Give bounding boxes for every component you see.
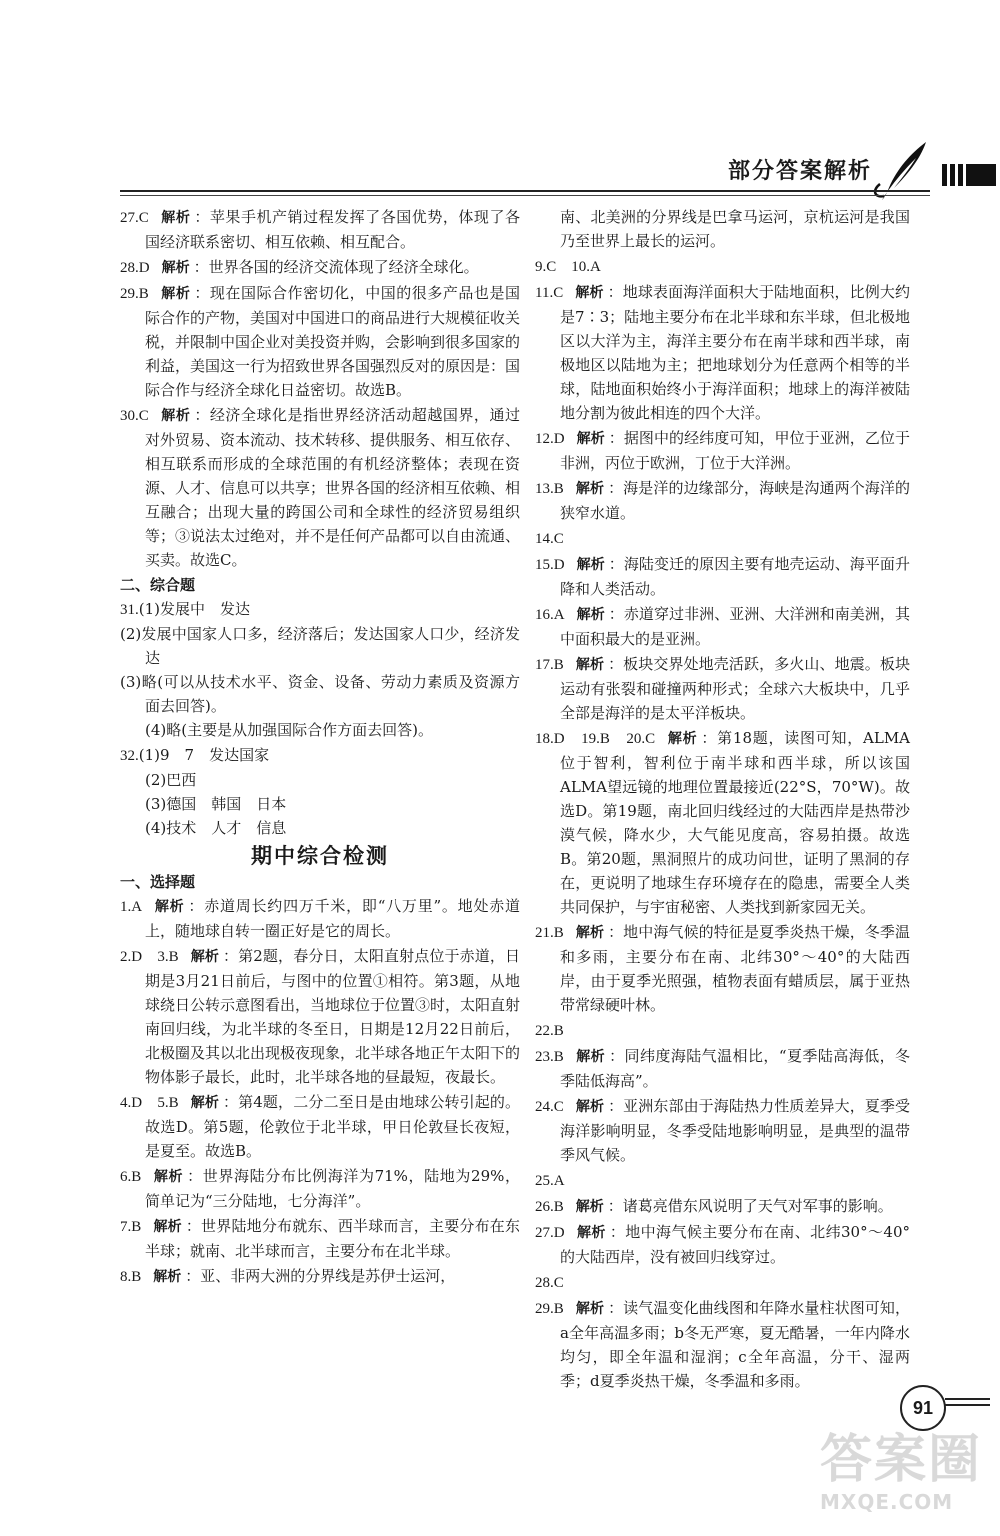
answer-item <box>535 726 910 919</box>
answer-line: (2)巴西 <box>145 771 197 789</box>
question-number: 16.A <box>535 607 565 623</box>
question-number: 17.B <box>535 657 564 673</box>
page-number-decoration <box>945 1398 990 1410</box>
answer-line: (3)略(可以从技术水平、资金、设备、劳动力素质及资源方面去回答)。 <box>120 673 520 715</box>
answer-text: ：苹果手机产销过程发挥了各国优势，体现了各国经济联系密切、相互依赖、相互配合。 <box>145 208 520 251</box>
answer-text: ：世界陆地分布就东、西半球而言，主要分布在东半球；就南、北半球而言，主要分布在北半球。 <box>145 1217 520 1260</box>
question-number: 26.B <box>535 1199 564 1215</box>
answer-line: (1)9 7 发达国家 <box>138 746 270 764</box>
analysis-label: 解析 <box>153 1169 184 1185</box>
question-number: 9.C 10.A <box>535 259 601 275</box>
answer-text: ：亚洲东部由于海陆热力性质差异大，夏季受海洋影响明显，冬季受陆地影响明显，是典型的温带季风气候。 <box>560 1097 910 1164</box>
header-tab-marks <box>942 164 1000 190</box>
answer-item <box>535 1220 910 1269</box>
question-31 <box>120 597 520 742</box>
page-number: 91 <box>900 1385 946 1431</box>
answer-text: ：经济全球化是指世界经济活动超越国界，通过对外贸易、资本流动、技术转移、提供服务、相互依存、相互联系而形成的全球范围的有机经济整体；表现在资源、人才、信息可以共享；世界各国的经济相互依赖、相互融合；出现大量的跨国公司和全球性的经济贸易组织等；③说法太过绝对，并不是任何产品都可以自由流通、买卖。故选C。 <box>145 406 521 569</box>
answer-text: ：海是洋的边缘部分，海峡是沟通两个海洋的狭窄水道。 <box>560 479 910 522</box>
section-title-choice: 一、选择题 <box>120 873 196 891</box>
analysis-label: 解析 <box>576 431 605 447</box>
analysis-label: 解析 <box>576 607 605 623</box>
answer-item <box>535 1168 910 1193</box>
answer-text: ：地球表面海洋面积大于陆地面积，比例大约是7∶3；陆地主要分布在北半球和东半球，但北极地区以大洋为主，海洋主要分布在南半球和西半球，南极地区以陆地为主；把地球划分为任意两个相等的半球，陆地面积始终小于海洋面积；地球上的海洋被陆地分割为彼此相连的四个大洋。 <box>560 283 910 422</box>
question-number: 1.A <box>120 899 143 915</box>
page-header <box>120 150 1000 190</box>
answer-item <box>535 1044 910 1093</box>
analysis-label: 解析 <box>575 925 605 941</box>
question-number: 28.C <box>535 1275 564 1291</box>
answer-item <box>535 426 910 475</box>
answer-item <box>535 205 910 253</box>
answer-item <box>120 205 520 254</box>
answer-item <box>120 403 520 572</box>
answer-item <box>120 1164 520 1213</box>
question-number: 18.D 19.B 20.C <box>535 731 656 747</box>
answer-text: ：第18题，读图可知，ALMA位于智利，智利位于南半球和西半球，所以该国ALMA望远镜的地理位置最接近(22°S，70°W)。故选D。第19题，南北回归线经过的大陆西岸是热带沙漠气候，降水少，大气能见度高，容易拍摄。故选B。第20题，黑洞照片的成功问世，证明了黑洞的存在，更说明了地球生存环境存在的隐患，需要全人类共同保护，与宇宙秘密、人类找到新家园无关。 <box>560 729 911 916</box>
answer-text: ：海陆变迁的原因主要有地壳运动、海平面升降和人类活动。 <box>560 555 911 598</box>
analysis-label: 解析 <box>575 1049 606 1065</box>
analysis-label: 解析 <box>160 408 191 424</box>
answer-text: ：读气温变化曲线图和年降水量柱状图可知，a全年高温多雨；b冬无严寒，夏无酷暑，一年内降水均匀，即全年温和湿润；c全年高温，分干、湿两季；d夏季炎热干燥，冬季温和多雨。 <box>560 1299 910 1390</box>
analysis-label: 解析 <box>153 1219 182 1235</box>
answer-text: ：赤道穿过非洲、亚洲、大洋洲和南美洲，其中面积最大的是亚洲。 <box>560 605 911 648</box>
question-number: 11.C <box>535 285 564 301</box>
answer-item <box>120 281 520 402</box>
analysis-label: 解析 <box>667 731 698 747</box>
header-rule-thin <box>120 195 930 196</box>
header-title: 部分答案解析 <box>727 159 872 184</box>
answer-text: ：第2题，春分日，太阳直射点位于赤道，日期是3月21日前后，与图中的位置①相符。第3题，从地球绕日公转示意图看出，当地球位于位置③时，太阳直射南回归线，为北半球的冬至日，日期是12月22日前后，北极圈及其以北出现极夜现象，北半球各地正午太阳下的物体影子最长，此时，北半球各地的昼最短，夜最长。 <box>145 947 521 1086</box>
answer-item <box>535 476 910 525</box>
answer-item <box>535 652 910 725</box>
analysis-label: 解析 <box>160 210 191 226</box>
answer-item <box>120 1090 520 1163</box>
watermark-logo: 答案圈 <box>820 1430 983 1490</box>
question-number: 23.B <box>535 1049 564 1065</box>
question-number: 28.D <box>120 260 150 276</box>
analysis-label: 解析 <box>575 657 605 673</box>
question-number: 21.B <box>535 925 564 941</box>
answer-item <box>535 1194 910 1219</box>
analysis-label: 解析 <box>576 557 605 573</box>
answer-text: ：世界海陆分布比例海洋为71%，陆地为29%，简单记为“三分陆地，七分海洋”。 <box>145 1167 521 1210</box>
right-column <box>535 205 910 1394</box>
answer-text: ：地中海气候的特征是夏季炎热干燥，冬季温和多雨，主要分布在南、北纬30°～40°的大陆西岸，由于夏季光照强，植物表面有蜡质层，属于亚热带常绿硬叶林。 <box>560 923 910 1014</box>
answer-item <box>535 526 910 551</box>
answer-text: ：板块交界处地壳活跃，多火山、地震。板块运动有张裂和碰撞两种形式；全球六大板块中，几乎全部是海洋的是太平洋板块。 <box>560 655 910 722</box>
answer-text: ：第4题，二分二至日是由地球公转引起的。故选D。第5题，伦敦位于北半球，甲日伦敦昼长夜短，是夏至。故选B。 <box>145 1093 521 1160</box>
answer-item <box>535 280 910 425</box>
answer-item <box>535 1296 910 1393</box>
watermark-url: MXQE.COM <box>820 1490 954 1514</box>
answer-line: (4)略(主要是从加强国际合作方面去回答)。 <box>145 721 433 739</box>
question-number: 25.A <box>535 1173 565 1189</box>
answer-text: ：世界各国的经济交流体现了经济全球化。 <box>193 258 479 276</box>
question-number: 15.D <box>535 557 565 573</box>
question-number: 32. <box>120 748 139 764</box>
answer-line: (1)发展中 发达 <box>138 600 250 618</box>
analysis-label: 解析 <box>576 1225 606 1241</box>
answer-line: (4)技术 人才 信息 <box>145 819 287 837</box>
question-number: 4.D 5.B <box>120 1095 179 1111</box>
answer-item <box>535 920 910 1017</box>
answer-line: (2)发展中国家人口多，经济落后；发达国家人口少，经济发达 <box>120 625 520 667</box>
answer-text: ：亚、非两大洲的分界线是苏伊士运河， <box>185 1267 456 1285</box>
answer-text: ：诸葛亮借东风说明了天气对军事的影响。 <box>607 1197 893 1215</box>
section-title-comprehensive: 二、综合题 <box>120 576 196 594</box>
question-number: 27.D <box>535 1225 565 1241</box>
question-number: 8.B <box>120 1269 142 1285</box>
analysis-label: 解析 <box>190 949 219 965</box>
header-rule <box>120 190 930 192</box>
answer-line: (3)德国 韩国 日本 <box>145 795 287 813</box>
answer-text: ：同纬度海陆气温相比，“夏季陆高海低，冬季陆低海高”。 <box>560 1047 911 1090</box>
midterm-title: 期中综合检测 <box>251 844 389 868</box>
question-number: 27.C <box>120 210 149 226</box>
answer-text: ：现在国际合作密切化，中国的很多产品也是国际合作的产物，美国对中国进口的商品进行大规模征收关税，并限制中国企业对美投资并购，会影响到很多国家的利益，美国这一行为招致世界各国强烈反对的原因是：国际合作与经济全球化日益密切。故选B。 <box>145 284 521 399</box>
answer-item <box>535 254 910 279</box>
question-32 <box>120 743 520 840</box>
answer-text: 南、北美洲的分界线是巴拿马运河，京杭运河是我国乃至世界上最长的运河。 <box>560 208 910 250</box>
analysis-label: 解析 <box>161 260 190 276</box>
question-number: 12.D <box>535 431 565 447</box>
question-number: 31. <box>120 602 139 618</box>
answer-item <box>120 1214 520 1263</box>
analysis-label: 解析 <box>575 1099 605 1115</box>
question-number: 29.B <box>120 286 149 302</box>
answer-item <box>535 1094 910 1167</box>
question-number: 30.C <box>120 408 149 424</box>
answer-item <box>120 255 520 280</box>
answer-item <box>535 1018 910 1043</box>
analysis-label: 解析 <box>153 1269 182 1285</box>
answer-text: ：地中海气候主要分布在南、北纬30°～40°的大陆西岸，没有被回归线穿过。 <box>560 1223 910 1266</box>
answer-item <box>120 894 520 943</box>
analysis-label: 解析 <box>575 481 605 497</box>
question-number: 6.B <box>120 1169 142 1185</box>
analysis-label: 解析 <box>154 899 185 915</box>
watermark <box>820 1430 990 1530</box>
analysis-label: 解析 <box>575 285 604 301</box>
question-number: 22.B <box>535 1023 564 1039</box>
question-number: 7.B <box>120 1219 142 1235</box>
answer-text: ：据图中的经纬度可知，甲位于亚洲，乙位于非洲，丙位于欧洲，丁位于大洋洲。 <box>560 429 911 472</box>
analysis-label: 解析 <box>190 1095 219 1111</box>
left-column <box>120 205 520 1290</box>
answer-item <box>120 944 520 1089</box>
analysis-label: 解析 <box>160 286 191 302</box>
question-number: 24.C <box>535 1099 564 1115</box>
answer-item <box>120 1264 520 1289</box>
question-number: 14.C <box>535 531 564 547</box>
answer-item <box>535 602 910 651</box>
question-number: 2.D 3.B <box>120 949 179 965</box>
answer-item <box>535 552 910 601</box>
answer-item <box>535 1270 910 1295</box>
analysis-label: 解析 <box>575 1301 605 1317</box>
question-number: 13.B <box>535 481 564 497</box>
answer-text: ：赤道周长约四万千米，即“八万里”。地处赤道上，随地球自转一圈正好是它的周长。 <box>145 897 521 940</box>
question-number: 29.B <box>535 1301 564 1317</box>
analysis-label: 解析 <box>575 1199 604 1215</box>
